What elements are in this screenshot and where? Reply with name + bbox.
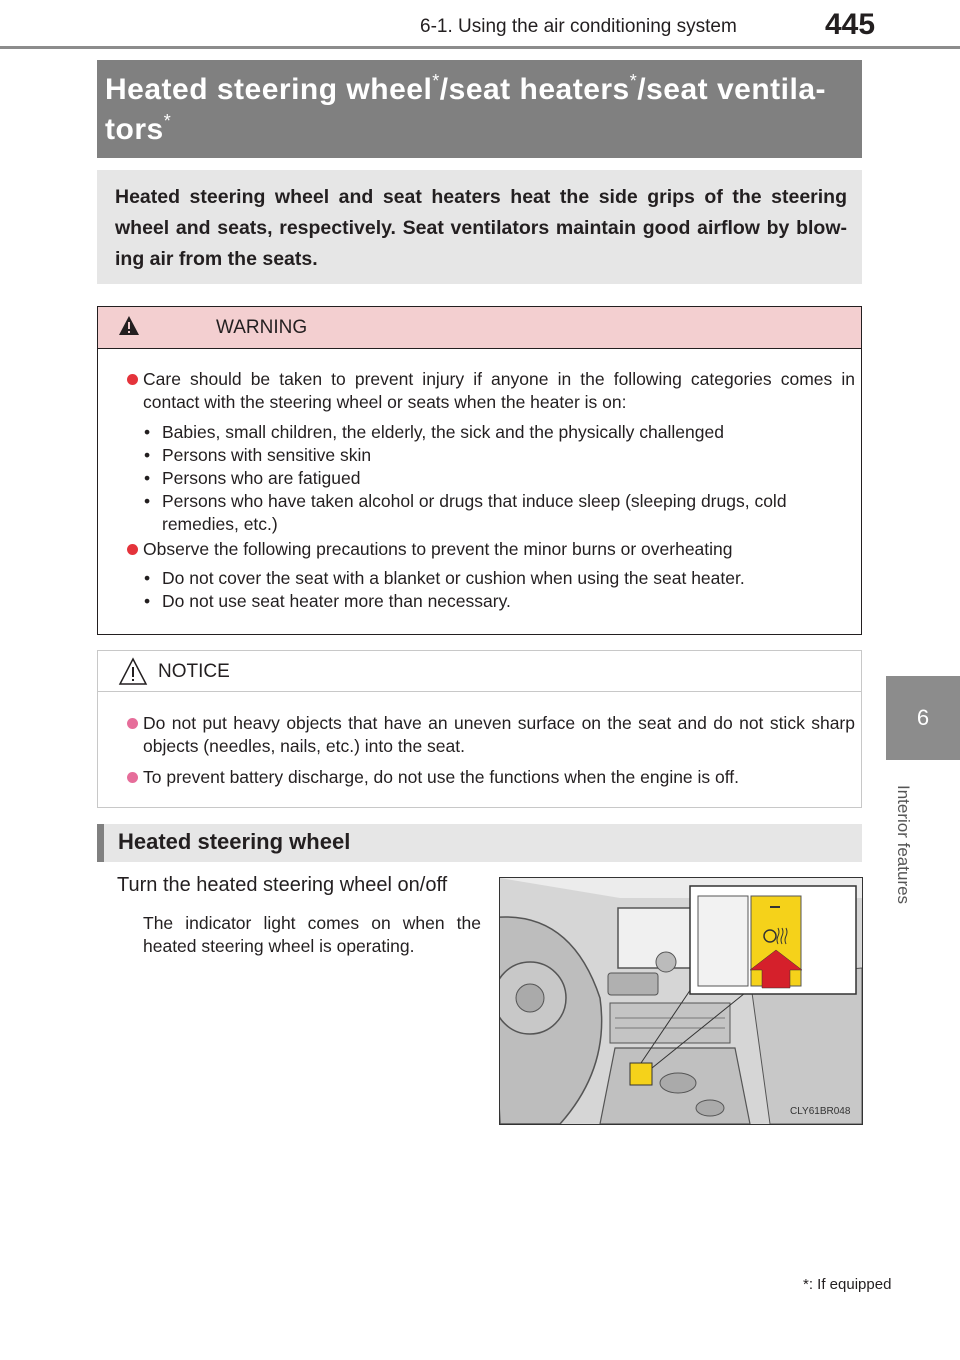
warning-sub-item: • Persons who are fatigued xyxy=(144,468,361,488)
chapter-tab[interactable] xyxy=(886,676,960,760)
warning-sub-item: • Persons with sensitive skin xyxy=(144,445,372,465)
footnote-mark: * xyxy=(163,111,172,131)
warning-sub-item: • Do not use seat heater more than necessary. xyxy=(144,591,511,611)
warning-sub-item: • Persons who have taken alcohol or drugs that induce sleep (sleeping drugs, cold remedies, etc.) xyxy=(144,491,787,534)
footnote-mark: * xyxy=(432,71,440,91)
chapter-number: 6 xyxy=(916,705,930,730)
notice-triangle-icon xyxy=(118,657,148,687)
chapter-label: Interior features xyxy=(894,785,913,905)
page-title-box xyxy=(97,60,862,158)
illustration-code: CLY61BR048 xyxy=(790,1106,851,1117)
warning-item: Observe the following precautions to prevent the minor burns or overheating xyxy=(143,539,733,559)
bullet-dot xyxy=(127,772,138,783)
header-rule xyxy=(0,46,960,49)
footnote-mark: * xyxy=(629,71,638,91)
notice-box xyxy=(97,650,862,808)
warning-item: Care should be taken to prevent injury if anyone in the following categories comes in contact with the steering wheel or seats when the heater is on: xyxy=(143,369,855,412)
warning-triangle-icon xyxy=(118,315,140,337)
warning-header xyxy=(98,307,861,349)
dashboard-illustration xyxy=(499,877,863,1125)
section-header xyxy=(97,824,862,862)
bullet-dot xyxy=(127,718,138,729)
running-header: 6-1. Using the air conditioning system xyxy=(420,16,737,37)
footnote: *: If equipped xyxy=(803,1276,892,1293)
notice-item: To prevent battery discharge, do not use the functions when the engine is off. xyxy=(143,767,740,787)
intro-text: Heated steering wheel and seat heaters heat the side grips of the steering wheel and seats, respectively. Seat ventilators maintain good airflow by blow-ing air from the seats. xyxy=(115,186,847,270)
page-title: Heated steering wheel*/seat heaters*/seat ventila- tors* xyxy=(105,71,827,146)
warning-title: WARNING xyxy=(216,317,308,338)
warning-sub-item: • Do not cover the seat with a blanket or cushion when using the seat heater. xyxy=(144,568,745,588)
section-title: Heated steering wheel xyxy=(118,829,351,854)
notice-header xyxy=(98,651,861,692)
warning-box xyxy=(97,306,862,635)
intro-box xyxy=(97,170,862,284)
instruction-text: Turn the heated steering wheel on/off xyxy=(117,874,448,896)
bullet-dot xyxy=(127,544,138,555)
warning-sub-item: • Babies, small children, the elderly, the sick and the physically challenged xyxy=(144,422,724,442)
dashboard-drawing xyxy=(500,878,862,1124)
notice-item: Do not put heavy objects that have an uneven surface on the seat and do not stick sharp objects (needles, nails, etc.) into the seat. xyxy=(143,713,855,756)
bullet-dot xyxy=(127,374,138,385)
instruction-note: The indicator light comes on when the heated steering wheel is operating. xyxy=(143,913,481,956)
notice-title: NOTICE xyxy=(158,661,230,682)
page-number: 445 xyxy=(825,8,876,41)
